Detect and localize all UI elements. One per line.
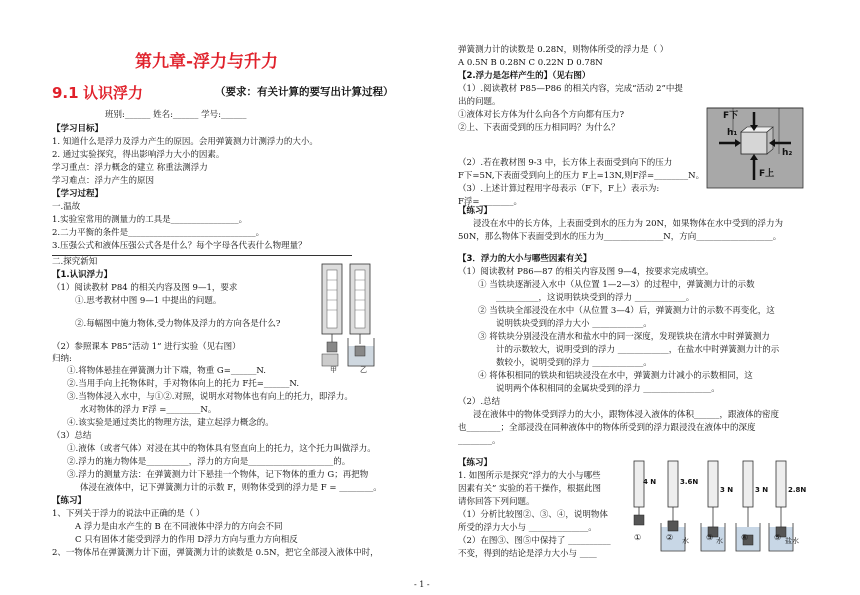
k3-item-1: （1）阅读教材 P86—87 的相关内容及图 9—4，按要求完成填空。	[458, 267, 714, 277]
review-heading: 一.温故	[52, 202, 81, 212]
k3-summary-2: 也________；全部浸没在同种液体中的物体所受到的浮力跟浸没在液体中的深度	[458, 423, 756, 433]
k3-d: ④ 将体积相同的铁块和铝块浸没在水中，弹簧测力计减小的示数相同，这	[478, 371, 753, 381]
practice-q3: 浸没在水中的长方体，上表面受到水的压力为 20N，如果物体在水中受到的浮力为	[473, 219, 783, 229]
spring-scale-figure	[320, 262, 390, 370]
review-3: 3.压强公式和液体压强公式各是什么？每个字母各代表什么物理量？	[52, 241, 307, 251]
fig3-number-1: ①	[634, 533, 642, 542]
k2-item-3b: F浮=________。	[458, 197, 523, 207]
k1-step-1: ①.将物体悬挂在弹簧测力计下端，物重 G=______N.	[67, 366, 266, 376]
k1-conclusion-3b: 体浸在液体中，记下弹簧测力计的示数 F，则物体受到的浮力是 F = ________。	[80, 483, 382, 493]
k3-summary-1: 浸在液体中的物体受到浮力的大小，跟物体浸入液体的体积______，跟液体的密度	[473, 410, 780, 420]
section-number: 9.1	[52, 84, 79, 102]
fig3-liquid-water-1: 水	[682, 537, 689, 545]
k1-step-2: ②.当用手向上托物体时，手对物体向上的托力 F托=______N.	[67, 379, 300, 389]
k2-question-1: ①液体对长方体为什么向各个方向都有压力?	[458, 110, 625, 120]
fig3-number-2: ②	[666, 533, 674, 542]
goals-heading: 【学习目标】	[52, 124, 104, 134]
practice-q4c: 请你回答下列问题。	[458, 497, 535, 507]
practice-q4-1b: 所受的浮力大小与 ______________。	[458, 523, 597, 533]
page-number: - 1 -	[414, 580, 430, 589]
practice-q1-cd: C 只有固体才能受到浮力的作用 D浮力方向与重力方向相反	[75, 535, 298, 545]
practice-q2: 2、一物体吊在弹簧测力计下面，弹簧测力计的读数是 0.5N，把它全部浸入液体中时，	[52, 548, 379, 558]
practice-q1-ab: A 浮力是由水产生的 B 在不同液体中浮力的方向会不同	[75, 522, 283, 532]
k1-step-3: ③.当物体浸入水中，与①②.对照，说明水对物体也有向上的托力，即浮力。	[67, 392, 353, 402]
k3-b2: 说明铁块受到的浮力大小 ____________。	[496, 319, 652, 329]
section-title: 认识浮力	[83, 84, 144, 102]
k3-heading: 【3．浮力的大小与哪些因素有关】	[458, 254, 592, 264]
explore-heading: 二.探究新知	[52, 257, 98, 267]
fig3-number-4: ④	[741, 533, 749, 542]
fig3-reading-1: 4 N	[643, 478, 657, 486]
k3-summary-3: ________。	[458, 436, 501, 446]
review-1: 1.实验室常用的测量力的工具是________________。	[52, 215, 248, 225]
practice-heading-3: 【练习】	[458, 458, 493, 468]
k3-a2: __________，这说明铁块受到的浮力 ____________。	[496, 293, 695, 303]
fig3-reading-5: 2.8N	[788, 486, 807, 494]
k3-a: ① 当铁块逐渐浸入水中（从位置 1—2—3）的过程中，弹簧测力计的示数	[478, 280, 755, 290]
practice-q4b: 因素有关” 实验的若干操作，根据此图	[458, 484, 602, 494]
k1-summary-label: 归纳:	[52, 354, 72, 364]
fig3-reading-2: 3.6N	[680, 478, 699, 486]
practice-q4-2b: 不变，得到的结论是浮力大小与 ____	[458, 549, 597, 559]
difficult-point: 学习难点：浮力产生的原因	[52, 176, 155, 186]
k2-question-2: ②上、下表面受到的压力相同吗？为什么？	[458, 123, 620, 133]
k2-item-2b: F下=5N,下表面受到向上的压力 F上=13N,则F浮=________N。	[458, 171, 705, 181]
fig3-number-5: ⑤	[774, 533, 782, 542]
r-line-1: 弹簧测力计的读数是 0.28N，则物体所受的浮力是（ ）	[458, 45, 669, 55]
k3-c3: 数较小，说明受到的浮力 ____________。	[496, 358, 652, 368]
fig3-number-3: ③	[706, 533, 714, 542]
fig3-liquid-saltwater: 盐水	[785, 537, 799, 545]
k1-step-4: ④.该实验是通过类比的物理方法，建立起浮力概念的。	[67, 418, 274, 428]
k1-item-1a: ①.思考教材中图 9—1 中提出的问题。	[75, 296, 222, 306]
fig2-label-f-down: F下	[723, 111, 739, 121]
practice-q4-1: （1）分析比较图②、③、④，说明物体	[458, 510, 608, 520]
practice-q3b: 50N，那么物体下表面受到水的压力为______________N，方向__________________。	[458, 232, 782, 242]
k1-item-2: （2）参照课本 P85“活动 1” 进行实验（见右图）	[52, 342, 241, 352]
practice-heading-2: 【练习】	[458, 206, 493, 216]
k3-b: ② 当铁块全部浸没在水中（从位置 3—4）后，弹簧测力计的示数不再变化，这	[478, 306, 775, 316]
goal-2: 2. 通过实验探究，得出影响浮力大小的因素。	[52, 150, 225, 160]
fig1-label-yi: 乙	[360, 366, 367, 374]
k1-item-1b: ②.每幅图中施力物体,受力物体及浮力的方向各是什么?	[75, 319, 281, 329]
fig2-label-h2: h₂	[782, 148, 793, 158]
k3-c2: 计的示数较大，说明受到的浮力 ____________，在盐水中时弹簧测力计的示	[496, 345, 780, 355]
process-heading: 【学习过程】	[52, 189, 104, 199]
k1-conclusion-3: ③.浮力的测量方法：在弹簧测力计下悬挂一个物体，记下物体的重力 G；再把物	[67, 470, 369, 480]
chapter-title: 第九章-浮力与升力	[135, 52, 279, 72]
fig2-label-h1: h₁	[727, 128, 738, 138]
k2-item-2: （2）.若在教材图 9-3 中，长方体上表面受到向下的压力	[458, 158, 673, 168]
k1-item-3: （3）总结	[52, 431, 92, 441]
k1-heading: 【1.认识浮力】	[52, 270, 113, 280]
k2-item-1b: 出的问题。	[458, 97, 501, 107]
fig3-reading-3: 3 N	[720, 486, 734, 494]
k3-c: ③ 将铁块分别浸没在清水和盐水中的同一深度，发现铁块在清水中时弹簧测力	[478, 332, 770, 342]
fig2-label-f-up: F上	[759, 169, 775, 179]
goal-1: 1. 知道什么是浮力及浮力产生的原因。会用弹簧测力计测浮力的大小。	[52, 137, 318, 147]
k3-d2: 说明两个体积相同的金属块受到的浮力 ________________。	[496, 384, 720, 394]
student-info: 班别:______ 姓名:______ 学号:______	[105, 110, 247, 120]
practice-q4: 1. 如图所示是探究“浮力的大小与哪些	[458, 471, 601, 481]
practice-q1: 1、下列关于浮力的说法中正确的是（ ）	[52, 509, 205, 519]
r-options: A 0.5N B 0.28N C 0.22N D 0.78N	[458, 58, 603, 68]
k1-conclusion-2: ②.浮力的施力物体是__________，浮力的方向是____________________的。	[67, 457, 351, 467]
fig3-liquid-water-2: 水	[716, 537, 723, 545]
k3-item-2: （2）.总结	[458, 397, 501, 407]
k2-item-3: （3）.上述计算过程用字母表示（F下，F上）表示为:	[458, 184, 660, 194]
practice-heading: 【练习】	[52, 496, 87, 506]
fig1-label-jia: 甲	[330, 366, 337, 374]
k1-conclusion-1: ①.液体（或者气体）对浸在其中的物体具有竖直向上的托力，这个托力叫做浮力。	[67, 444, 376, 454]
key-point: 学习重点：浮力概念的建立 称重法测浮力	[52, 163, 208, 173]
k1-step-3b: 水对物体的浮力 F浮 =________N。	[80, 405, 217, 415]
pressure-cube-figure	[705, 98, 805, 190]
fig3-reading-4: 3 N	[755, 486, 769, 494]
review-2: 2.二力平衡的条件是______________________________。	[52, 228, 265, 238]
k1-item-1: （1）阅读教材 P84 的相关内容及图 9—1，要求	[52, 283, 238, 293]
requirement-note: （要求：有关计算的要写出计算过程）	[215, 86, 394, 98]
practice-q4-2: （2）在图③、图⑤中保持了 __________	[458, 536, 611, 546]
k2-heading: 【2.浮力是怎样产生的】（见右图）	[458, 71, 591, 81]
k2-item-1: （1）.阅读教材 P85—P86 的相关内容，完成“活动 2”中提	[458, 84, 683, 94]
